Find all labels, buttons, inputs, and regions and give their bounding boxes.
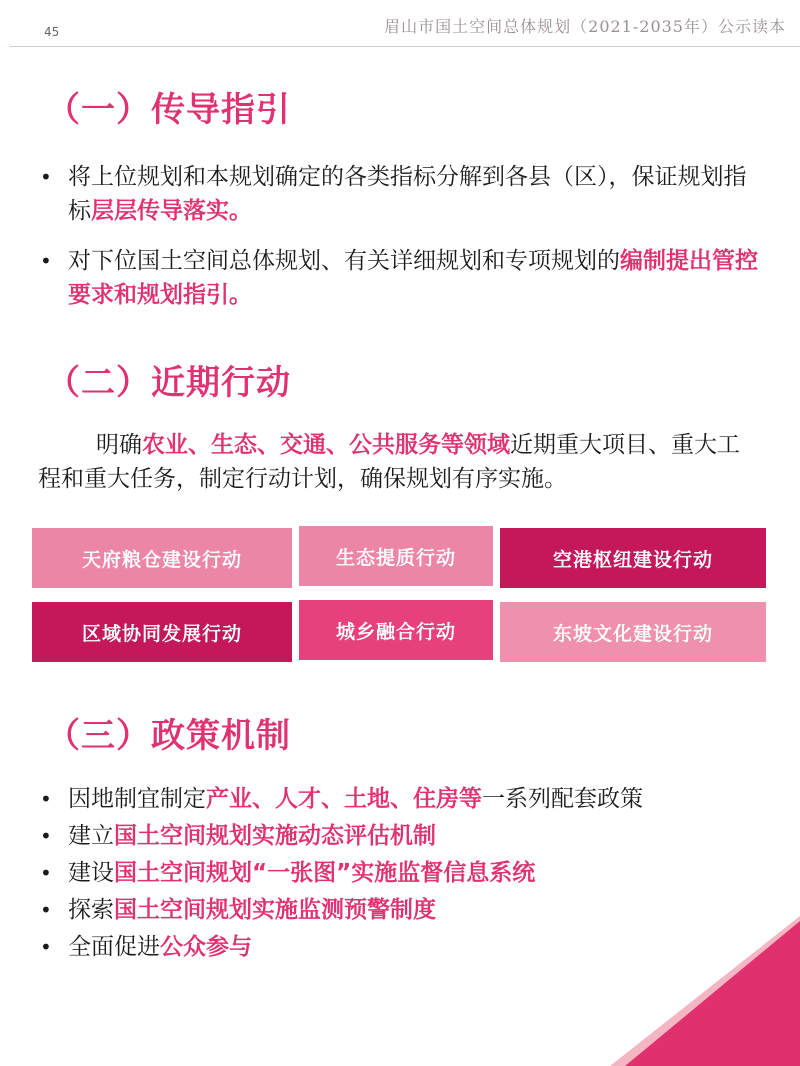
bullet-dot-icon: •: [40, 787, 52, 811]
action-box-ecology: 生态提质行动: [299, 526, 493, 586]
bullet-dot-icon: •: [40, 861, 52, 885]
section-heading-policy: （三）政策机制: [46, 716, 291, 756]
near-term-paragraph: 明确农业、生态、交通、公共服务等领域近期重大项目、重大工程和重大任务，制定行动计划，确保规划有序实施。: [38, 432, 740, 492]
bullet-dot-icon: •: [40, 165, 52, 189]
corner-decoration-dark: [625, 921, 800, 1066]
action-box-regional: 区域协同发展行动: [32, 602, 292, 662]
bullet-dot-icon: •: [40, 898, 52, 922]
section-heading-guidance: （一）传导指引: [46, 90, 291, 130]
action-box-dongpo: 东坡文化建设行动: [500, 602, 766, 662]
list-item: • 将上位规划和本规划确定的各类指标分解到各县（区），保证规划指标层层传导落实。: [38, 160, 760, 228]
bullet-dot-icon: •: [40, 249, 52, 273]
list-item: • 建设国土空间规划“一张图”实施监督信息系统: [38, 856, 760, 890]
list-item: • 因地制宜制定产业、人才、土地、住房等一系列配套政策: [38, 782, 760, 816]
bullet-dot-icon: •: [40, 824, 52, 848]
bullet-dot-icon: •: [40, 935, 52, 959]
action-box-airport: 空港枢纽建设行动: [500, 528, 766, 588]
running-title: 眉山市国土空间总体规划（2021-2035年）公示读本: [384, 17, 786, 36]
list-item: • 全面促进公众参与: [38, 930, 760, 964]
list-item: • 探索国土空间规划实施监测预警制度: [38, 893, 760, 927]
section-heading-near-term: （二）近期行动: [46, 363, 291, 403]
action-box-granary: 天府粮仓建设行动: [32, 528, 292, 588]
guidance-bullet-list: [38, 160, 760, 312]
page-number: 45: [44, 25, 60, 39]
header-divider: [10, 46, 800, 47]
action-box-urban-rural: 城乡融合行动: [299, 600, 493, 660]
list-item: • 建立国土空间规划实施动态评估机制: [38, 819, 760, 853]
list-item: • 对下位国土空间总体规划、有关详细规划和专项规划的编制提出管控要求和规划指引。: [38, 244, 760, 312]
